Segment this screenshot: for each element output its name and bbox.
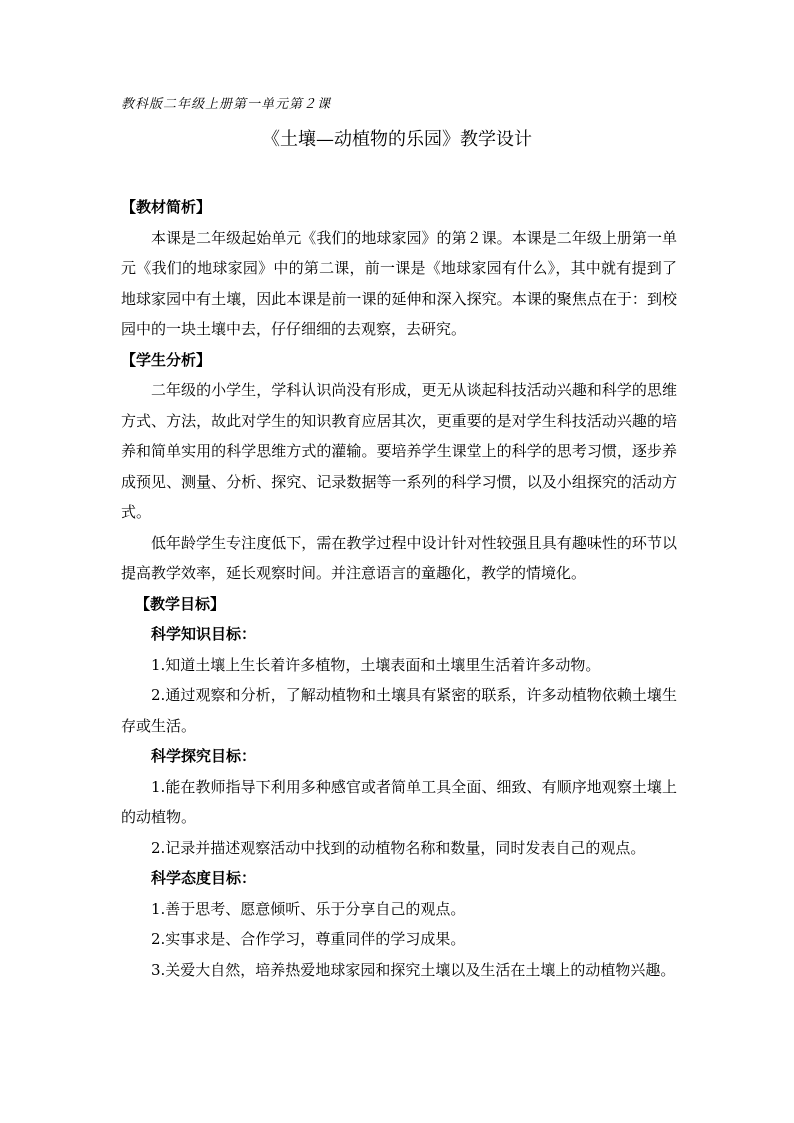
subject-line: 教科版二年级上册第一单元第２课 (121, 97, 332, 112)
paragraph-student-analysis-2: 低年龄学生专注度低下，需在教学过程中设计针对性较强且具有趣味性的环节以提高教学效率，延长观察时间。并注意语言的童趣化，教学的情境化。 (121, 533, 677, 582)
subheading-knowledge-goals: 科学知识目标： (151, 625, 257, 643)
subheading-attitude-goals: 科学态度目标： (151, 869, 257, 887)
paragraph-student-analysis-1: 二年级的小学生，学科认识尚没有形成，更无从谈起科技活动兴趣和科学的思维方式、方法，故此对学生的知识教育应居其次，更重要的是对学生科技活动兴趣的培养和简单实用的科学思维方式的灌输。要培养学生课堂上的科学的思考习惯，逐步养成预见、测量、分析、探究、记录数据等一系列的科学习惯，以及小组探究的活动方式。 (121, 381, 677, 521)
goal-item: 1.知道土壤上生长着许多植物，土壤表面和土壤里生活着许多动物。 (151, 655, 601, 674)
paragraph-textbook-analysis: 本课是二年级起始单元《我们的地球家园》的第２课。本课是二年级上册第一单元《我们的地球家园》中的第二课，前一课是《地球家园有什么》，其中就有提到了地球家园中有土壤，因此本课是前一课的延伸和深入探究。本课的聚焦点在于：到校园中的一块土壤中去，仔仔细细的去观察，去研究。 (121, 228, 677, 338)
document-title: 《土壤—动植物的乐园》教学设计 (262, 129, 532, 150)
goal-item: 3.关爱大自然，培养热爱地球家园和探究土壤以及生活在土壤上的动植物兴趣。 (151, 960, 676, 979)
subheading-inquiry-goals: 科学探究目标： (151, 747, 257, 765)
goal-item: 2.记录并描述观察活动中找到的动植物名称和数量，同时发表自己的观点。 (151, 838, 646, 857)
goal-item: 1.善于思考、愿意倾听、乐于分享自己的观点。 (151, 899, 466, 918)
section-heading-goals: 【教学目标】 (135, 594, 226, 613)
goal-item: 2.通过观察和分析，了解动植物和土壤具有紧密的联系，许多动植物依赖土壤生存或生活。 (121, 686, 677, 735)
goal-item: 1.能在教师指导下利用多种感官或者简单工具全面、细致、有顺序地观察土壤上的动植物。 (121, 777, 677, 826)
document-body (121, 192, 677, 985)
section-heading-students: 【学生分析】 (121, 350, 212, 369)
section-heading-textbook: 【教材简析】 (121, 198, 212, 216)
goal-item: 2.实事求是、合作学习，尊重同伴的学习成果。 (151, 930, 466, 948)
